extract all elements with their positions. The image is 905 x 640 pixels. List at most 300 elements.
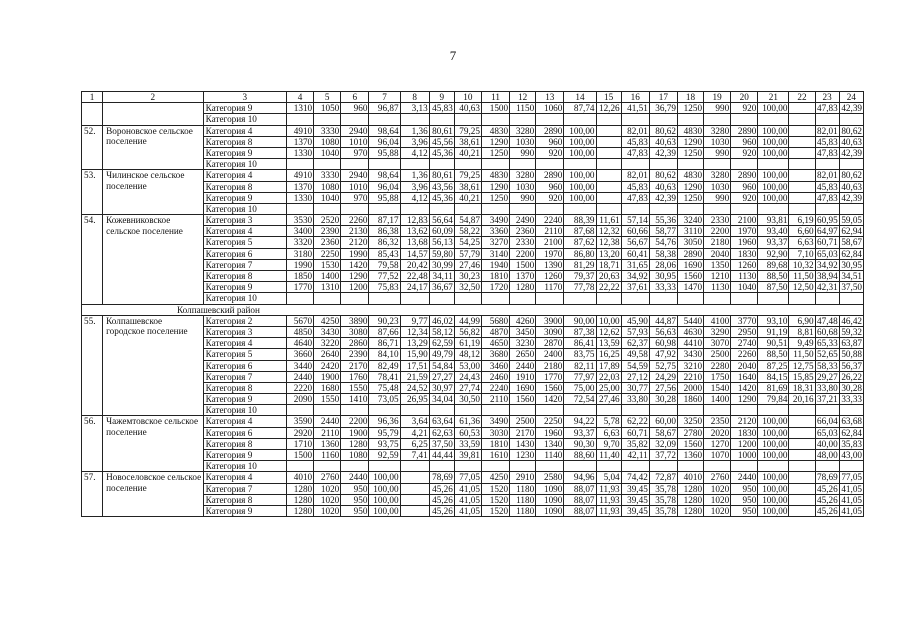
value-cell: 990 bbox=[510, 147, 536, 158]
value-cell: 87,68 bbox=[564, 226, 596, 237]
value-cell: 37,21 bbox=[817, 394, 838, 405]
value-cell: 47,83 bbox=[817, 147, 838, 158]
value-cell bbox=[536, 461, 564, 472]
value-cell: 1030 bbox=[510, 181, 536, 192]
value-cell: 56,63 bbox=[649, 326, 677, 337]
value-cell: 2890 bbox=[731, 170, 758, 181]
value-cell: 920 bbox=[536, 192, 564, 203]
value-cell bbox=[789, 416, 815, 427]
value-cell: 92,90 bbox=[758, 248, 789, 259]
value-cell: 16,25 bbox=[596, 349, 621, 360]
value-cell: 950 bbox=[341, 505, 369, 516]
value-cell bbox=[704, 159, 731, 170]
category-cell: Категория 9 bbox=[203, 147, 286, 158]
value-cell: 89,68 bbox=[758, 259, 789, 270]
value-cell bbox=[596, 159, 621, 170]
value-cell: 1720 bbox=[481, 282, 509, 293]
value-cell: 47,83 bbox=[817, 103, 838, 114]
value-cell: 1150 bbox=[510, 103, 536, 114]
value-cell: 4010 bbox=[677, 472, 703, 483]
value-cell: 12,83 bbox=[400, 215, 429, 226]
value-cell bbox=[400, 159, 429, 170]
value-cell bbox=[429, 461, 454, 472]
value-cell: 100,00 bbox=[564, 147, 596, 158]
value-cell: 49,58 bbox=[621, 349, 649, 360]
value-cell: 38,61 bbox=[454, 181, 481, 192]
value-cell: 1940 bbox=[481, 259, 509, 270]
value-cell: 79,58 bbox=[369, 259, 400, 270]
value-cell bbox=[649, 293, 677, 304]
value-cell: 2740 bbox=[731, 338, 758, 349]
value-cell: 75,83 bbox=[369, 282, 400, 293]
value-cell: 33,59 bbox=[454, 438, 481, 449]
value-cell: 3450 bbox=[510, 326, 536, 337]
category-cell: Категория 5 bbox=[203, 349, 286, 360]
value-cell bbox=[789, 494, 815, 505]
value-cell: 41,05 bbox=[839, 483, 863, 494]
value-cell bbox=[400, 203, 429, 214]
value-cell: 1200 bbox=[341, 282, 369, 293]
value-cell: 87,38 bbox=[564, 326, 596, 337]
category-cell: Категория 9 bbox=[203, 505, 286, 516]
value-cell: 960 bbox=[731, 136, 758, 147]
value-cell: 45,26 bbox=[429, 483, 454, 494]
value-cell: 1260 bbox=[536, 271, 564, 282]
value-cell bbox=[564, 461, 596, 472]
value-cell bbox=[789, 450, 815, 461]
value-cell: 2440 bbox=[314, 416, 341, 427]
value-cell bbox=[789, 203, 815, 214]
value-cell bbox=[815, 293, 839, 304]
column-number-cell: 9 bbox=[429, 92, 454, 103]
value-cell: 7,41 bbox=[400, 450, 429, 461]
value-cell: 1290 bbox=[481, 136, 509, 147]
value-cell: 2760 bbox=[314, 472, 341, 483]
value-cell: 1020 bbox=[704, 505, 731, 516]
value-cell: 12,50 bbox=[789, 282, 815, 293]
value-cell: 4410 bbox=[677, 338, 703, 349]
value-cell: 34,92 bbox=[621, 271, 649, 282]
value-cell: 64,97 bbox=[817, 226, 838, 237]
value-cell bbox=[510, 405, 536, 416]
value-cell: 100,00 bbox=[369, 472, 400, 483]
value-cell: 60,41 bbox=[621, 248, 649, 259]
page-number: 7 bbox=[449, 48, 457, 63]
value-cell: 7,10 bbox=[789, 248, 815, 259]
value-cell bbox=[815, 203, 839, 214]
value-cell: 2780 bbox=[677, 427, 703, 438]
value-cell bbox=[510, 203, 536, 214]
value-cell: 1080 bbox=[314, 181, 341, 192]
value-cell: 30,95 bbox=[649, 271, 677, 282]
value-cell: 60,09 bbox=[429, 226, 454, 237]
value-cell: 2180 bbox=[536, 360, 564, 371]
value-cell: 41,05 bbox=[839, 494, 863, 505]
value-cell: 88,50 bbox=[758, 271, 789, 282]
value-cell: 1210 bbox=[704, 271, 731, 282]
value-cell: 81,29 bbox=[564, 259, 596, 270]
value-cell: 85,43 bbox=[369, 248, 400, 259]
value-cell: 80,62 bbox=[839, 125, 863, 136]
value-cell: 1960 bbox=[731, 237, 758, 248]
category-cell: Категория 6 bbox=[203, 248, 286, 259]
value-cell: 27,46 bbox=[596, 394, 621, 405]
value-cell bbox=[731, 293, 758, 304]
value-cell: 48,12 bbox=[454, 349, 481, 360]
value-cell: 37,50 bbox=[839, 282, 863, 293]
value-cell bbox=[839, 461, 863, 472]
value-cell bbox=[839, 405, 863, 416]
value-cell: 2940 bbox=[341, 125, 369, 136]
value-cell: 75,48 bbox=[369, 382, 400, 393]
value-cell: 45,26 bbox=[817, 494, 838, 505]
value-cell: 82,01 bbox=[817, 125, 838, 136]
value-cell: 98,64 bbox=[369, 170, 400, 181]
value-cell: 100,00 bbox=[564, 125, 596, 136]
value-cell bbox=[596, 405, 621, 416]
value-cell: 40,63 bbox=[649, 136, 677, 147]
category-cell: Категория 3 bbox=[203, 326, 286, 337]
value-cell: 1410 bbox=[341, 394, 369, 405]
value-cell bbox=[704, 114, 731, 125]
category-cell: Категория 4 bbox=[203, 472, 286, 483]
value-cell: 950 bbox=[341, 494, 369, 505]
value-cell: 57,79 bbox=[454, 248, 481, 259]
row-number-cell: 54. bbox=[82, 215, 103, 305]
value-cell bbox=[287, 461, 314, 472]
value-cell: 47,83 bbox=[817, 192, 838, 203]
value-cell: 2890 bbox=[536, 170, 564, 181]
value-cell: 42,31 bbox=[817, 282, 838, 293]
value-cell: 3070 bbox=[704, 338, 731, 349]
value-cell: 24,43 bbox=[454, 371, 481, 382]
value-cell: 100,00 bbox=[564, 136, 596, 147]
value-cell: 1760 bbox=[341, 371, 369, 382]
value-cell bbox=[400, 505, 429, 516]
value-cell: 4870 bbox=[481, 326, 509, 337]
value-cell: 30,50 bbox=[454, 394, 481, 405]
value-cell: 920 bbox=[536, 147, 564, 158]
value-cell: 42,39 bbox=[839, 103, 863, 114]
value-cell: 87,66 bbox=[369, 326, 400, 337]
category-cell: Категория 2 bbox=[203, 315, 286, 326]
value-cell: 59,80 bbox=[429, 248, 454, 259]
value-cell: 960 bbox=[341, 103, 369, 114]
value-cell: 77,05 bbox=[454, 472, 481, 483]
value-cell: 58,33 bbox=[817, 360, 838, 371]
value-cell: 1280 bbox=[677, 494, 703, 505]
column-number-cell: 11 bbox=[481, 92, 509, 103]
value-cell: 57,14 bbox=[621, 215, 649, 226]
value-cell bbox=[731, 203, 758, 214]
value-cell: 60,66 bbox=[621, 226, 649, 237]
value-cell: 56,37 bbox=[839, 360, 863, 371]
value-cell: 1290 bbox=[677, 181, 703, 192]
value-cell bbox=[789, 136, 815, 147]
value-cell: 2180 bbox=[704, 237, 731, 248]
value-cell: 2200 bbox=[341, 416, 369, 427]
value-cell: 3530 bbox=[287, 215, 314, 226]
value-cell: 52,65 bbox=[817, 349, 838, 360]
value-cell: 47,92 bbox=[649, 349, 677, 360]
value-cell: 2100 bbox=[731, 215, 758, 226]
value-cell bbox=[400, 472, 429, 483]
value-cell: 66,04 bbox=[817, 416, 838, 427]
value-cell: 1710 bbox=[287, 438, 314, 449]
value-cell: 2440 bbox=[287, 371, 314, 382]
value-cell: 5670 bbox=[287, 315, 314, 326]
value-cell: 2920 bbox=[287, 427, 314, 438]
value-cell: 46,42 bbox=[839, 315, 863, 326]
value-cell: 20,16 bbox=[789, 394, 815, 405]
column-number-cell: 18 bbox=[677, 92, 703, 103]
value-cell: 45,90 bbox=[621, 315, 649, 326]
value-cell bbox=[789, 147, 815, 158]
value-cell: 2580 bbox=[536, 472, 564, 483]
value-cell: 3890 bbox=[341, 315, 369, 326]
value-cell bbox=[758, 293, 789, 304]
value-cell: 3280 bbox=[510, 125, 536, 136]
value-cell: 27,46 bbox=[454, 259, 481, 270]
column-number-cell: 24 bbox=[839, 92, 863, 103]
value-cell: 2940 bbox=[341, 170, 369, 181]
value-cell: 22,22 bbox=[596, 282, 621, 293]
category-cell: Категория 10 bbox=[203, 203, 286, 214]
value-cell: 63,68 bbox=[839, 416, 863, 427]
value-cell bbox=[621, 114, 649, 125]
value-cell: 1040 bbox=[731, 282, 758, 293]
value-cell: 100,00 bbox=[758, 181, 789, 192]
value-cell: 1500 bbox=[510, 259, 536, 270]
value-cell: 4830 bbox=[481, 125, 509, 136]
value-cell: 62,94 bbox=[839, 226, 863, 237]
value-cell: 9,49 bbox=[789, 338, 815, 349]
value-cell: 1970 bbox=[536, 248, 564, 259]
value-cell: 1860 bbox=[677, 394, 703, 405]
table-row bbox=[82, 103, 864, 114]
value-cell: 1290 bbox=[341, 271, 369, 282]
value-cell: 2650 bbox=[510, 349, 536, 360]
value-cell bbox=[758, 461, 789, 472]
value-cell: 2170 bbox=[341, 360, 369, 371]
value-cell: 49,79 bbox=[429, 349, 454, 360]
value-cell: 2870 bbox=[536, 338, 564, 349]
value-cell bbox=[564, 293, 596, 304]
value-cell: 62,84 bbox=[839, 427, 863, 438]
value-cell: 57,93 bbox=[621, 326, 649, 337]
value-cell bbox=[596, 293, 621, 304]
value-cell: 1250 bbox=[677, 103, 703, 114]
value-cell: 82,01 bbox=[621, 170, 649, 181]
value-cell: 1810 bbox=[481, 438, 509, 449]
value-cell bbox=[287, 114, 314, 125]
value-cell: 3220 bbox=[314, 338, 341, 349]
value-cell bbox=[314, 203, 341, 214]
value-cell: 37,50 bbox=[429, 438, 454, 449]
value-cell bbox=[677, 114, 703, 125]
column-number-cell: 19 bbox=[704, 92, 731, 103]
value-cell: 24,17 bbox=[400, 282, 429, 293]
value-cell: 1990 bbox=[341, 248, 369, 259]
value-cell: 3,96 bbox=[400, 136, 429, 147]
value-cell: 1690 bbox=[677, 259, 703, 270]
value-cell: 2910 bbox=[510, 472, 536, 483]
value-cell: 1280 bbox=[677, 505, 703, 516]
value-cell: 1280 bbox=[287, 494, 314, 505]
value-cell: 42,39 bbox=[649, 147, 677, 158]
value-cell bbox=[758, 203, 789, 214]
value-cell bbox=[454, 405, 481, 416]
value-cell bbox=[789, 438, 815, 449]
value-cell: 95,79 bbox=[369, 427, 400, 438]
value-cell: 58,38 bbox=[649, 248, 677, 259]
value-cell: 1030 bbox=[510, 136, 536, 147]
value-cell: 30,77 bbox=[621, 382, 649, 393]
category-cell: Категория 9 bbox=[203, 394, 286, 405]
value-cell: 1280 bbox=[510, 282, 536, 293]
value-cell: 3030 bbox=[481, 427, 509, 438]
value-cell: 8,81 bbox=[789, 326, 815, 337]
value-cell: 4250 bbox=[314, 315, 341, 326]
value-cell: 30,23 bbox=[454, 271, 481, 282]
value-cell: 13,59 bbox=[596, 338, 621, 349]
value-cell: 74,42 bbox=[621, 472, 649, 483]
value-cell: 100,00 bbox=[564, 170, 596, 181]
column-number-cell: 17 bbox=[649, 92, 677, 103]
value-cell: 1560 bbox=[677, 271, 703, 282]
value-cell: 96,36 bbox=[369, 416, 400, 427]
value-cell: 60,68 bbox=[817, 326, 838, 337]
value-cell bbox=[789, 293, 815, 304]
category-cell: Категория 8 bbox=[203, 271, 286, 282]
value-cell: 100,00 bbox=[758, 103, 789, 114]
value-cell: 60,53 bbox=[454, 427, 481, 438]
value-cell: 47,83 bbox=[621, 192, 649, 203]
value-cell: 3440 bbox=[287, 360, 314, 371]
value-cell: 1400 bbox=[704, 394, 731, 405]
value-cell bbox=[369, 159, 400, 170]
value-cell: 2500 bbox=[510, 416, 536, 427]
value-cell: 21,59 bbox=[400, 371, 429, 382]
value-cell: 1290 bbox=[731, 394, 758, 405]
value-cell: 40,21 bbox=[454, 192, 481, 203]
value-cell: 17,89 bbox=[596, 360, 621, 371]
value-cell bbox=[481, 114, 509, 125]
value-cell: 1090 bbox=[536, 494, 564, 505]
column-number-cell: 8 bbox=[400, 92, 429, 103]
value-cell: 1360 bbox=[677, 450, 703, 461]
value-cell: 920 bbox=[731, 147, 758, 158]
value-cell: 24,52 bbox=[400, 382, 429, 393]
value-cell bbox=[564, 114, 596, 125]
value-cell: 1020 bbox=[704, 483, 731, 494]
value-cell: 41,05 bbox=[454, 505, 481, 516]
value-cell: 13,29 bbox=[400, 338, 429, 349]
value-cell: 920 bbox=[731, 103, 758, 114]
value-cell: 87,62 bbox=[564, 237, 596, 248]
value-cell: 1010 bbox=[341, 136, 369, 147]
value-cell: 1540 bbox=[704, 382, 731, 393]
value-cell: 45,83 bbox=[429, 103, 454, 114]
value-cell: 45,83 bbox=[817, 181, 838, 192]
value-cell bbox=[758, 114, 789, 125]
table-row bbox=[82, 125, 864, 136]
value-cell: 35,82 bbox=[621, 438, 649, 449]
value-cell: 38,94 bbox=[817, 271, 838, 281]
value-cell: 13,68 bbox=[400, 237, 429, 248]
value-cell: 2220 bbox=[287, 382, 314, 393]
value-cell: 1280 bbox=[677, 483, 703, 494]
value-cell: 63,87 bbox=[839, 338, 863, 349]
value-cell: 45,36 bbox=[429, 147, 454, 158]
value-cell: 2390 bbox=[341, 349, 369, 360]
category-cell: Категория 8 bbox=[203, 181, 286, 192]
value-cell bbox=[454, 203, 481, 214]
value-cell: 54,76 bbox=[649, 237, 677, 248]
value-cell: 39,45 bbox=[621, 494, 649, 505]
value-cell: 1900 bbox=[314, 371, 341, 382]
value-cell: 60,71 bbox=[817, 237, 838, 248]
value-cell: 1,36 bbox=[400, 170, 429, 181]
value-cell bbox=[677, 461, 703, 472]
value-cell: 35,78 bbox=[649, 494, 677, 505]
value-cell: 2240 bbox=[481, 382, 509, 393]
value-cell: 87,74 bbox=[564, 103, 596, 114]
value-cell bbox=[815, 461, 839, 472]
value-cell: 15,85 bbox=[789, 371, 815, 382]
value-cell: 41,05 bbox=[454, 494, 481, 505]
value-cell: 1610 bbox=[481, 450, 509, 461]
value-cell: 3210 bbox=[677, 360, 703, 371]
table-row bbox=[82, 170, 864, 181]
value-cell bbox=[341, 405, 369, 416]
value-cell: 33,33 bbox=[649, 282, 677, 293]
value-cell bbox=[596, 114, 621, 125]
value-cell: 1420 bbox=[536, 394, 564, 405]
value-cell: 3770 bbox=[731, 315, 758, 326]
value-cell: 86,32 bbox=[369, 237, 400, 248]
value-cell bbox=[731, 114, 758, 125]
value-cell: 5,04 bbox=[596, 472, 621, 483]
value-cell: 9,77 bbox=[400, 315, 429, 326]
value-cell: 6,63 bbox=[596, 427, 621, 438]
value-cell: 4910 bbox=[287, 170, 314, 181]
value-cell: 93,37 bbox=[564, 427, 596, 438]
value-cell: 2090 bbox=[287, 394, 314, 405]
value-cell: 13,62 bbox=[400, 226, 429, 237]
value-cell bbox=[596, 203, 621, 214]
value-cell: 93,37 bbox=[758, 237, 789, 248]
value-cell bbox=[621, 293, 649, 304]
value-cell: 88,39 bbox=[564, 215, 596, 226]
column-number-cell: 20 bbox=[731, 92, 758, 103]
value-cell: 6,25 bbox=[400, 438, 429, 449]
value-cell: 47,83 bbox=[621, 147, 649, 158]
value-cell: 32,09 bbox=[649, 438, 677, 449]
value-cell: 40,63 bbox=[839, 181, 863, 192]
value-cell: 3290 bbox=[704, 326, 731, 337]
value-cell bbox=[789, 192, 815, 203]
value-cell: 54,25 bbox=[454, 237, 481, 248]
value-cell: 87,25 bbox=[758, 360, 789, 371]
value-cell bbox=[677, 405, 703, 416]
value-cell bbox=[839, 159, 863, 170]
category-cell: Категория 3 bbox=[203, 215, 286, 226]
value-cell: 100,00 bbox=[758, 170, 789, 181]
value-cell: 18,71 bbox=[596, 259, 621, 270]
value-cell: 1280 bbox=[341, 438, 369, 449]
value-cell: 4,12 bbox=[400, 147, 429, 158]
